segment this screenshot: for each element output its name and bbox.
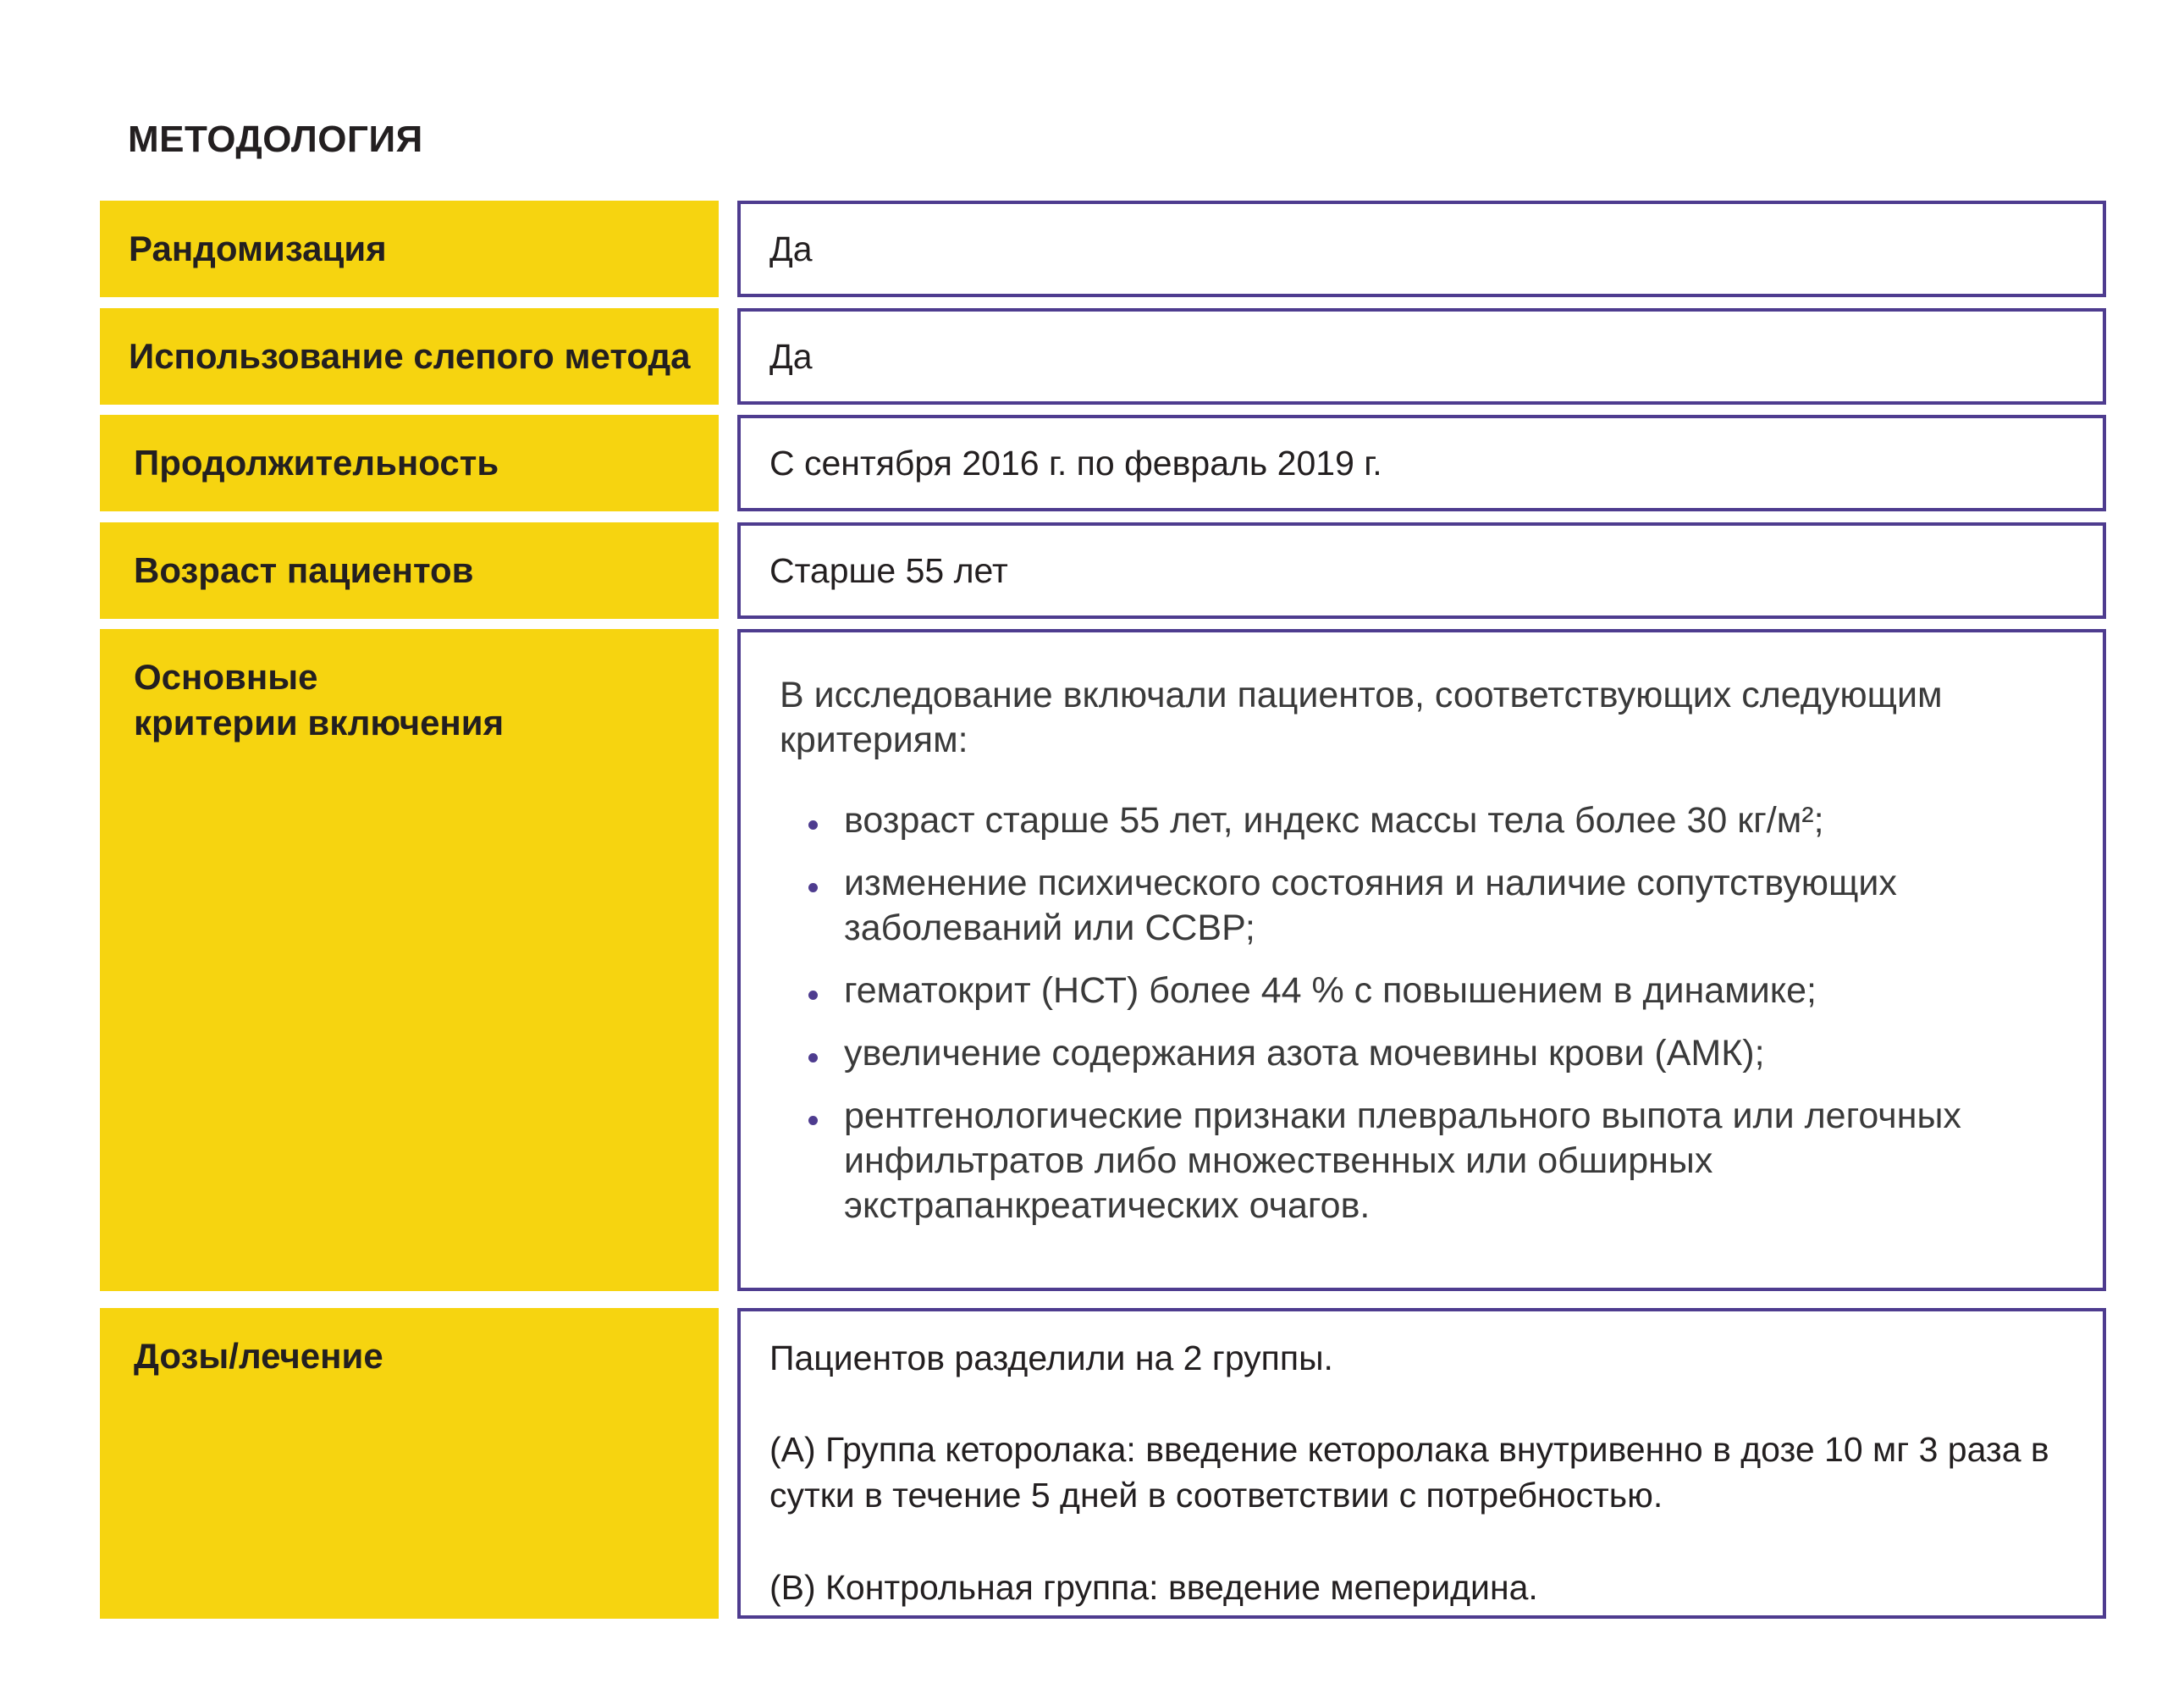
label-cell <box>100 308 719 405</box>
dosing-paragraph-1: Пациентов разделили на 2 группы. <box>769 1338 1333 1377</box>
value-cell <box>737 629 2106 1291</box>
row-patient-age <box>100 522 2106 619</box>
row-value: Да <box>769 337 813 376</box>
list-item <box>808 1031 2078 1076</box>
criteria-intro: В исследование включали пациентов, соответствующих следующим критериям: <box>780 675 1943 760</box>
list-item-text: увеличение содержания азота мочевины крови (АМК); <box>844 1033 1765 1074</box>
row-blinding <box>100 308 2106 405</box>
bullet-icon <box>808 1053 818 1062</box>
row-label: Возраст пациентов <box>134 550 474 590</box>
bullet-icon <box>808 820 818 830</box>
dosing-paragraph-2: (А) Группа кеторолака: введение кеторолака внутривенно в дозе 10 мг 3 раза в сутки в течение 5 дней в соответствии с потребностью. <box>769 1430 2049 1515</box>
row-value: Да <box>769 229 813 268</box>
bullet-icon <box>808 1116 818 1125</box>
label-cell <box>100 201 719 297</box>
row-inclusion-criteria <box>100 629 2106 1291</box>
section-title: МЕТОДОЛОГИЯ <box>128 119 423 160</box>
list-item <box>808 861 2078 951</box>
criteria-list <box>808 798 2078 1246</box>
bullet-icon <box>808 883 818 892</box>
bullet-icon <box>808 991 818 1000</box>
row-duration <box>100 415 2106 511</box>
list-item <box>808 1094 2078 1228</box>
label-cell <box>100 522 719 619</box>
row-value: Старше 55 лет <box>769 551 1008 590</box>
row-label: Дозы/лечение <box>134 1336 383 1376</box>
label-cell <box>100 1308 719 1619</box>
row-value: С сентября 2016 г. по февраль 2019 г. <box>769 444 1382 483</box>
list-item-text: возраст старше 55 лет, индекс массы тела более 30 кг/м²; <box>844 800 1824 841</box>
label-cell <box>100 415 719 511</box>
row-label: Использование слепого метода <box>129 336 691 376</box>
list-item-text: гематокрит (НСТ) более 44 % с повышением в динамике; <box>844 970 1817 1011</box>
row-label: Рандомизация <box>129 229 387 268</box>
value-cell <box>737 201 2106 297</box>
criteria-label-line-2: критерии включения <box>134 703 505 742</box>
row-dosing <box>100 1308 2106 1619</box>
row-randomization <box>100 201 2106 297</box>
label-cell <box>100 629 719 1291</box>
value-cell <box>737 415 2106 511</box>
row-label: Продолжительность <box>134 443 499 483</box>
list-item <box>808 798 2078 843</box>
list-item-text: изменение психического состояния и наличие сопутствующих заболеваний или ССВР; <box>844 863 1897 948</box>
criteria-label-line-1: Основные <box>134 657 318 697</box>
list-item-text: рентгенологические признаки плеврального выпота или легочных инфильтратов либо множественных или обширных экстрапанкреатических очагов. <box>844 1096 1961 1226</box>
list-item <box>808 969 2078 1013</box>
value-cell <box>737 1308 2106 1619</box>
dosing-paragraph-3: (В) Контрольная группа: введение меперидина. <box>769 1568 1538 1607</box>
value-cell <box>737 522 2106 619</box>
value-cell <box>737 308 2106 405</box>
